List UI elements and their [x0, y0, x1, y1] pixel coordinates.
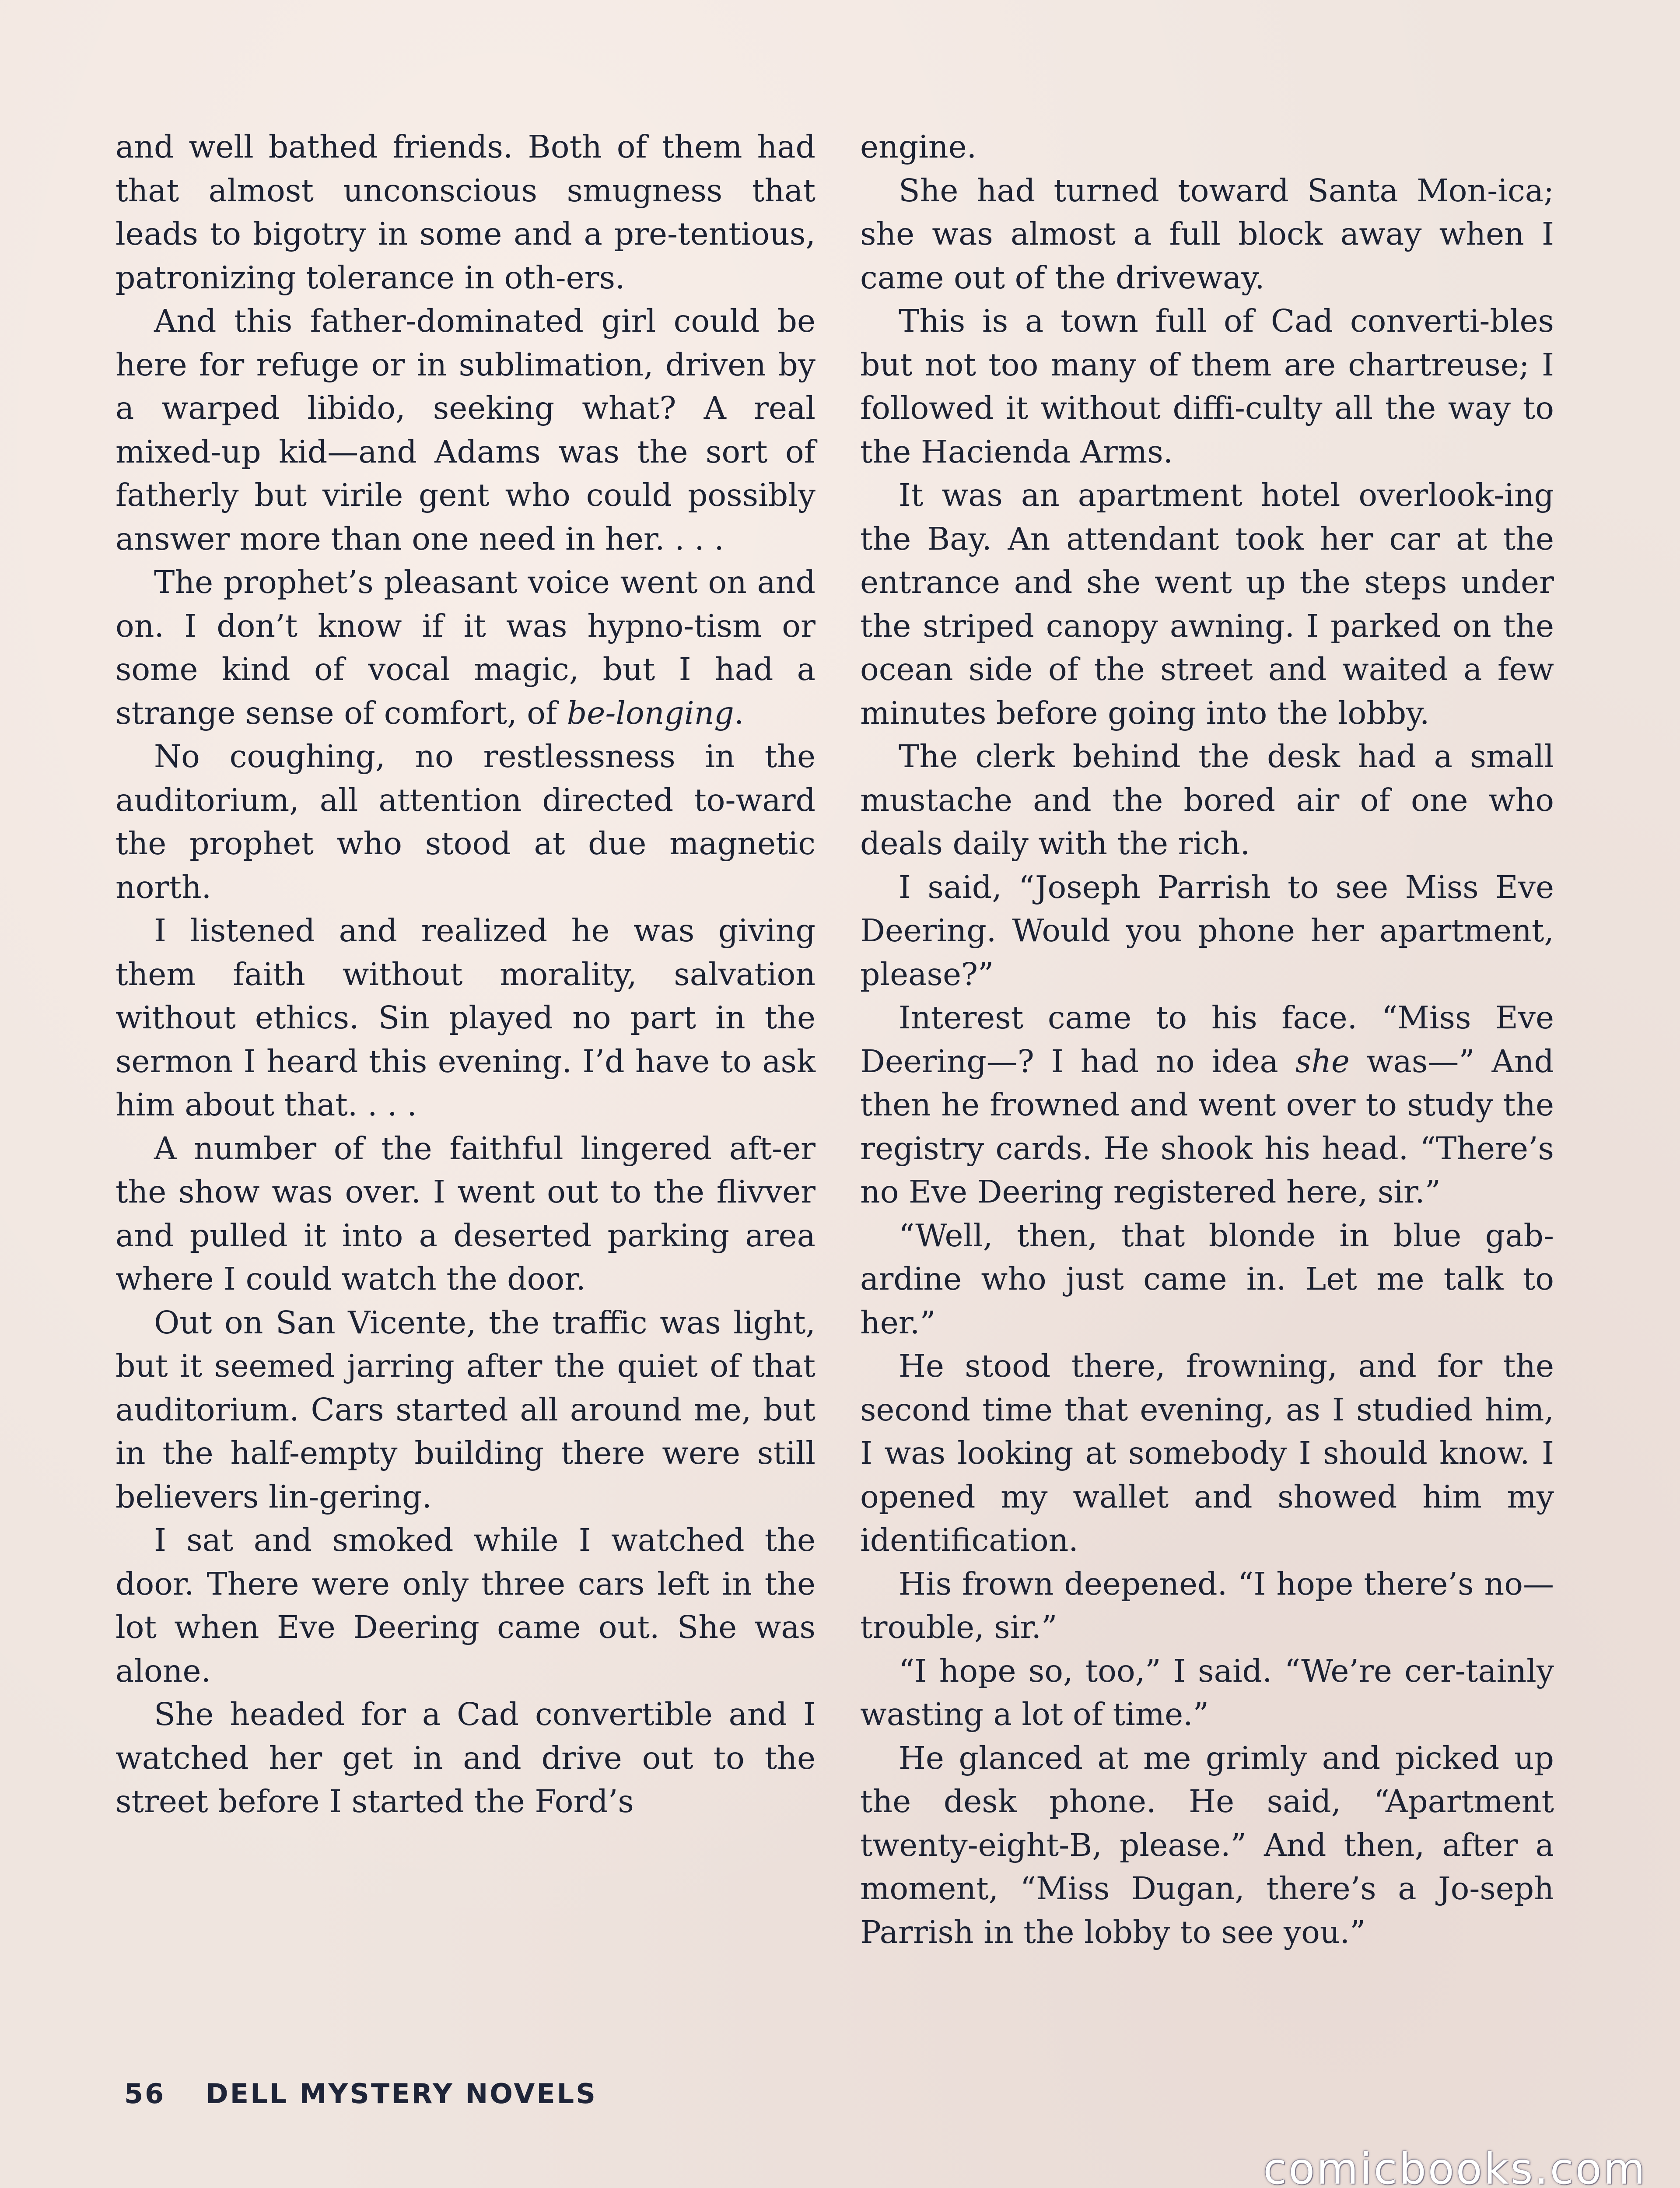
paragraph: Interest came to his face. “Miss Eve Deering—? I had no idea she was—” And then he frowned and went over to study the registry cards. He shook his head. “There’s no Eve Deering registered here, sir.” — [860, 999, 1554, 1210]
right-text-column — [860, 125, 1554, 1954]
paragraph: “Well, then, that blonde in blue gab-ardine who just came in. Let me talk to her.” — [860, 1217, 1554, 1341]
paragraph: It was an apartment hotel overlook-ing the Bay. An attendant took her car at the entrance and she went up the steps under the striped canopy awning. I parked on the ocean side of the street and waited a few minutes before going into the lobby. — [860, 477, 1554, 731]
paragraph: She headed for a Cad convertible and I watched her get in and drive out to the street before I started the Ford’s — [116, 1696, 816, 1820]
paragraph: I sat and smoked while I watched the door. There were only three cars left in the lot when Eve Deering came out. She was alone. — [116, 1522, 816, 1689]
paragraph: engine. — [860, 129, 977, 165]
paragraph: Out on San Vicente, the traffic was light, but it seemed jarring after the quiet of that auditorium. Cars started all around me, but in the half-empty building there were still believers lin-gering. — [116, 1304, 816, 1515]
italic-word: she — [1295, 1043, 1350, 1080]
paragraph: She had turned toward Santa Mon-ica; she was almost a full block away when I came out of the driveway. — [860, 172, 1554, 296]
paragraph: His frown deepened. “I hope there’s no—trouble, sir.” — [860, 1565, 1554, 1645]
paragraph: I said, “Joseph Parrish to see Miss Eve Deering. Would you phone her apartment, please?” — [860, 869, 1554, 992]
paragraph: He glanced at me grimly and picked up the desk phone. He said, “Apartment twenty-eight-B, please.” And then, after a moment, “Miss Dugan, there’s a Jo-seph Parrish in the lobby to see you.” — [860, 1739, 1554, 1950]
page-footer — [124, 2078, 597, 2110]
paragraph: and well bathed friends. Both of them had that almost unconscious smugness that leads to bigotry in some and a pre-tentious, patronizing tolerance in oth-ers. — [116, 129, 816, 296]
site-watermark: comicbooks.com — [1263, 2144, 1647, 2188]
paragraph: The prophet’s pleasant voice went on and on. I don’t know if it was hypno-tism or some kind of vocal magic, but I had a strange sense of comfort, of be-longing. — [116, 564, 816, 731]
paragraph: He stood there, frowning, and for the second time that evening, as I studied him, I was looking at somebody I should know. I opened my wallet and showed him my identification. — [860, 1348, 1554, 1558]
paragraph: And this father-dominated girl could be here for refuge or in sublimation, driven by a warped libido, seeking what? A real mixed-up kid—and Adams was the sort of fatherly but virile gent who could possibly answer more than one need in her. . . . — [116, 303, 816, 557]
paragraph: This is a town full of Cad converti-bles but not too many of them are chartreuse; I followed it without diffi-culty all the way to the Hacienda Arms. — [860, 303, 1554, 470]
paragraph: No coughing, no restlessness in the auditorium, all attention directed to-ward the prophet who stood at due magnetic north. — [116, 738, 816, 905]
left-text-column — [116, 125, 816, 1823]
paragraph: The clerk behind the desk had a small mustache and the bored air of one who deals daily with the rich. — [860, 738, 1554, 862]
paragraph: “I hope so, too,” I said. “We’re cer-tainly wasting a lot of time.” — [860, 1652, 1554, 1732]
publication-name: DELL MYSTERY NOVELS — [206, 2078, 597, 2110]
paragraph: A number of the faithful lingered aft-er the show was over. I went out to the flivver and pulled it into a deserted parking area where I could watch the door. — [116, 1130, 816, 1297]
page-number: 56 — [124, 2078, 166, 2110]
italic-word: be-longing — [567, 694, 734, 731]
paragraph: I listened and realized he was giving them faith without morality, salvation without ethics. Sin played no part in the sermon I heard this evening. I’d have to ask him about that. . . . — [116, 912, 816, 1123]
